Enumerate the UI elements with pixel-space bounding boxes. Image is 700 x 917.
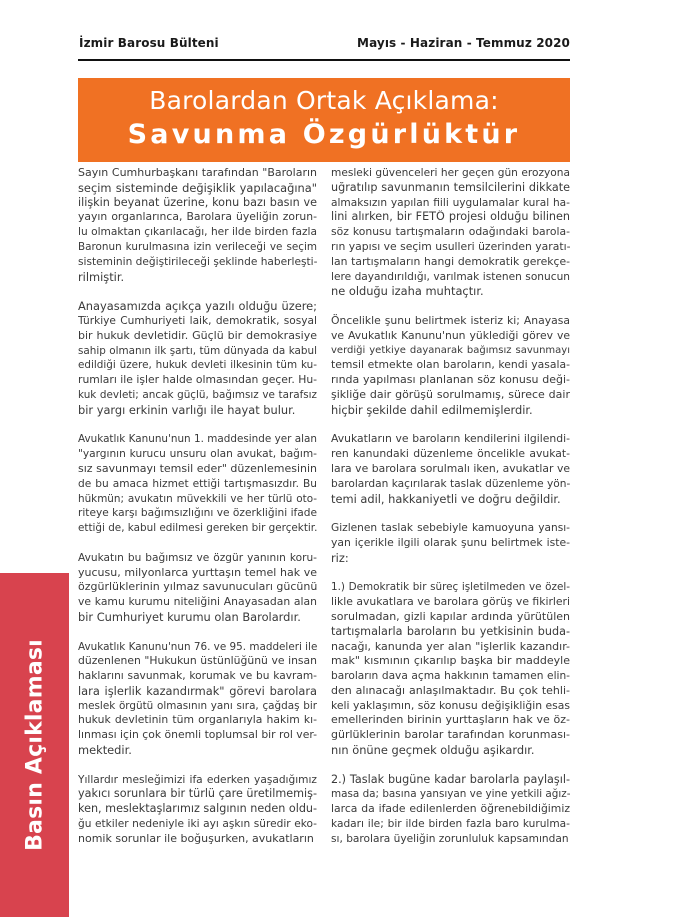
text-line: lara ve barolara sorulmalı iken, avukatlar ve: [331, 461, 570, 475]
text-line: söz konusu tartışmaların odağındaki barola-: [331, 225, 570, 239]
text-line: ren kanundaki düzenleme öncelikle avukat-: [331, 447, 570, 461]
text-line: larca da ifade edilenlerden öğrenebildiğimiz: [331, 802, 570, 816]
text-line: Baronun kurulmasına izin verileceği ve seçim: [78, 240, 317, 253]
paragraph: [78, 166, 317, 284]
text-line: 2.) Taslak bugüne kadar barolarla paylaşıl-: [331, 772, 570, 786]
text-line: baroların dava açma hakkının tamamen elin-: [331, 670, 570, 683]
text-line: ilişkin beyanat üzerine, konu bazı basın ve: [78, 195, 317, 209]
text-line: likle avukatlara ve barolara görüş ve fikirleri: [331, 595, 570, 609]
text-line: 1.) Demokratik bir süreç işletilmeden ve özel-: [331, 581, 570, 594]
text-line: lan tartışmaların hangi demokratik gerekçe-: [331, 254, 570, 268]
text-line: emellerinden birinin yurttaşların hak ve öz-: [331, 713, 570, 727]
text-line: ettiği de, kabul edilmesi gereken bir gerçektir.: [78, 522, 317, 535]
text-line: kadarı ile; bir ilde birden fazla baro kurulma-: [331, 818, 570, 831]
text-line: seçim sisteminde değişiklik yapılacağına": [78, 180, 317, 195]
right-column: [331, 166, 570, 861]
text-line: lara işlerlik kazandırmak" görevi barolara: [78, 683, 317, 698]
text-line: şikliğe dair görüşü sorulmamış, sürece dair: [331, 387, 570, 401]
text-line: verdiği yetkiye dayanarak bağımsız savunmayı: [331, 344, 570, 356]
text-line: Avukatlık Kanunu'nun 1. maddesinde yer alan: [78, 433, 317, 446]
paragraph: [331, 773, 570, 847]
text-line: ve Avukatlık Kanunu'nun yüklediği görev ve: [331, 328, 570, 342]
text-line: riteye karşı bağımsızlığını ve özerkliğini ifade: [78, 507, 317, 520]
text-line: bir Cumhuriyet kurumu olan Barolardır.: [78, 609, 301, 624]
text-line: barolardan kaçırılarak taslak düzenleme yön-: [331, 477, 570, 490]
text-line: temi adil, hakkaniyetli ve doğru değildir.: [331, 491, 561, 506]
text-line: de bu amaca hizmet ettiği tartışmasızdır. Bu: [78, 477, 317, 490]
text-line: ne olduğu izaha muhtaçtır.: [331, 284, 484, 299]
text-line: rında yapılması planlanan söz konusu deği-: [331, 373, 570, 387]
paragraph: [78, 773, 317, 847]
paragraph: [331, 580, 570, 758]
text-line: Anayasamızda açıkça yazılı olduğu üzere;: [78, 299, 317, 314]
text-line: sorulmadan, gizli kapılar ardında yürütülen: [331, 609, 570, 623]
text-line: bir yargı erkinin varlığı ile hayat bulur.: [78, 402, 296, 417]
text-line: yakıcı sorunlara bir türlü çare üretilmemiş-: [78, 787, 317, 801]
text-line: Avukatın bu bağımsız ve özgür yanının koru-: [78, 551, 317, 564]
paragraph: [78, 432, 317, 536]
text-line: hukuk devletinin tüm organlarıyla hakim kı-: [78, 713, 317, 727]
text-line: keli yaklaşımın, söz konusu değişikliğin esas: [331, 698, 570, 712]
text-line: yucusu, milyonlarca yurttaşın temel hak ve: [78, 565, 317, 579]
text-line: nacağı, kanunda yer alan "işlerlik kazandır-: [331, 639, 570, 653]
text-line: masa da; basına yansıyan ve yine yetkili ağız-: [331, 788, 570, 801]
text-line: sisteminin değiştirileceği şeklinde haberleşti-: [78, 255, 317, 268]
text-line: sı, barolara üyeliğin zorunluluk kapsamından: [331, 832, 569, 845]
article-title-line1: Barolardan Ortak Açıklama:: [149, 86, 499, 115]
text-line: rilmiştir.: [78, 269, 125, 284]
text-line: sahip olmanın ilk şartı, tüm dünyada da kabul: [78, 344, 317, 357]
text-line: lini alırken, bir FETÖ projesi olduğu bilinen: [331, 210, 570, 224]
text-line: ğu etkiler nedeniyle iki ayı aşkın süredir eko-: [78, 818, 317, 831]
issue-date: Mayıs - Haziran - Temmuz 2020: [357, 36, 570, 50]
text-line: "yargının kurucu unsuru olan avukat, bağım-: [78, 448, 317, 461]
text-line: Öncelikle şunu belirtmek isteriz ki; Anayasa: [331, 313, 570, 327]
text-line: lınması için çok önemli toplumsal bir rol ver-: [78, 728, 317, 742]
text-line: Avukatların ve baroların kendilerini ilgilendi-: [331, 432, 570, 446]
text-line: temsil etmekte olan baroların, kendi yasala-: [331, 358, 570, 372]
text-line: rumları ile işler halde olmasından geçer. Hu-: [78, 373, 317, 387]
paragraph: [331, 521, 570, 565]
text-line: özgürlüklerinin yılmaz savunucuları gücünü: [78, 580, 317, 594]
text-line: Sayın Cumhurbaşkanı tarafından "Baroların: [78, 166, 317, 179]
text-line: yayın organlarınca, Barolara üyeliğin zorun-: [78, 210, 317, 224]
text-line: den alınacağı anlaşılmaktadır. Bu çok tehli-: [331, 683, 570, 697]
text-line: riz:: [331, 550, 349, 565]
text-line: rın yapısı ve seçim usulleri üzerinden yaratı-: [331, 239, 570, 253]
text-line: mektedir.: [78, 743, 132, 758]
text-line: bir hukuk devletidir. Güçlü bir demokrasiye: [78, 328, 317, 342]
text-line: mak" kısmının çıkarılıp başka bir maddeyle: [331, 654, 570, 668]
text-line: Gizlenen taslak sebebiyle kamuoyuna yansı-: [331, 522, 570, 535]
text-line: kuk devleti; ancak güçlü, bağımsız ve tarafsız: [78, 388, 317, 401]
text-line: haklarını savunmak, korumak ve bu kavram-: [78, 670, 317, 683]
article-title-line2: Savunma Özgürlüktür: [127, 119, 521, 150]
text-line: yan içerikle ilgili olarak şunu belirtmek iste-: [331, 535, 570, 549]
text-line: sız savunmayı temsil eder" düzenlemesinin: [78, 461, 317, 475]
paragraph: [331, 166, 570, 299]
section-label: Basın Açıklaması: [22, 639, 47, 851]
text-line: meslek örgütü olmasının yanı sıra, çağdaş bir: [78, 699, 317, 712]
text-line: ken, meslektaşlarımız salgının neden oldu-: [78, 802, 317, 816]
paragraph: [78, 299, 317, 417]
text-line: almaksızın yapılan fiili uygulamalar kural ha-: [331, 196, 570, 209]
text-line: ve kamu kurumu niteliğini Anayasadan alan: [78, 595, 317, 609]
text-line: lere dayandırıldığı, varılmak istenen sonucun: [331, 270, 570, 283]
text-line: nın önüne geçmek olduğu aşikardır.: [331, 743, 535, 758]
text-line: düzenlenen "Hukukun üstünlüğünü ve insan: [78, 654, 317, 668]
text-line: Yıllardır mesleğimizi ifa ederken yaşadığımız: [78, 773, 317, 786]
header-divider: [78, 59, 570, 61]
text-line: nomik sorunlar ile boğuşurken, avukatların: [78, 831, 314, 845]
paragraph: [78, 640, 317, 758]
text-line: gürlüklerinin barolar tarafından korunması-: [331, 728, 570, 742]
article-title-banner: [78, 78, 570, 162]
left-column: [78, 166, 317, 861]
paragraph: [331, 314, 570, 418]
text-line: mesleki güvenceleri her geçen gün erozyona: [331, 167, 570, 179]
paragraph: [331, 432, 570, 506]
text-line: lu olmaktan çıkarılacağı, her ilde birden fazla: [78, 226, 317, 239]
publication-name: İzmir Barosu Bülteni: [79, 36, 219, 50]
text-line: hükmün; avukatın müvekkili ve her türlü oto-: [78, 492, 317, 505]
paragraph: [78, 551, 317, 625]
section-label-band: [0, 573, 69, 917]
text-line: Türkiye Cumhuriyeti laik, demokratik, sosyal: [78, 314, 317, 327]
text-line: uğratılıp savunmanın temsilcilerini dikkate: [331, 180, 570, 194]
text-line: Avukatlık Kanunu'nun 76. ve 95. maddeleri ile: [78, 640, 317, 653]
text-line: tartışmalarla baroların bu yetkisinin buda-: [331, 624, 570, 638]
text-line: hiçbir şekilde dahil edilmemişlerdir.: [331, 402, 533, 417]
text-line: edildiği üzere, hukuk devleti ilkesinin tüm ku-: [78, 359, 317, 372]
